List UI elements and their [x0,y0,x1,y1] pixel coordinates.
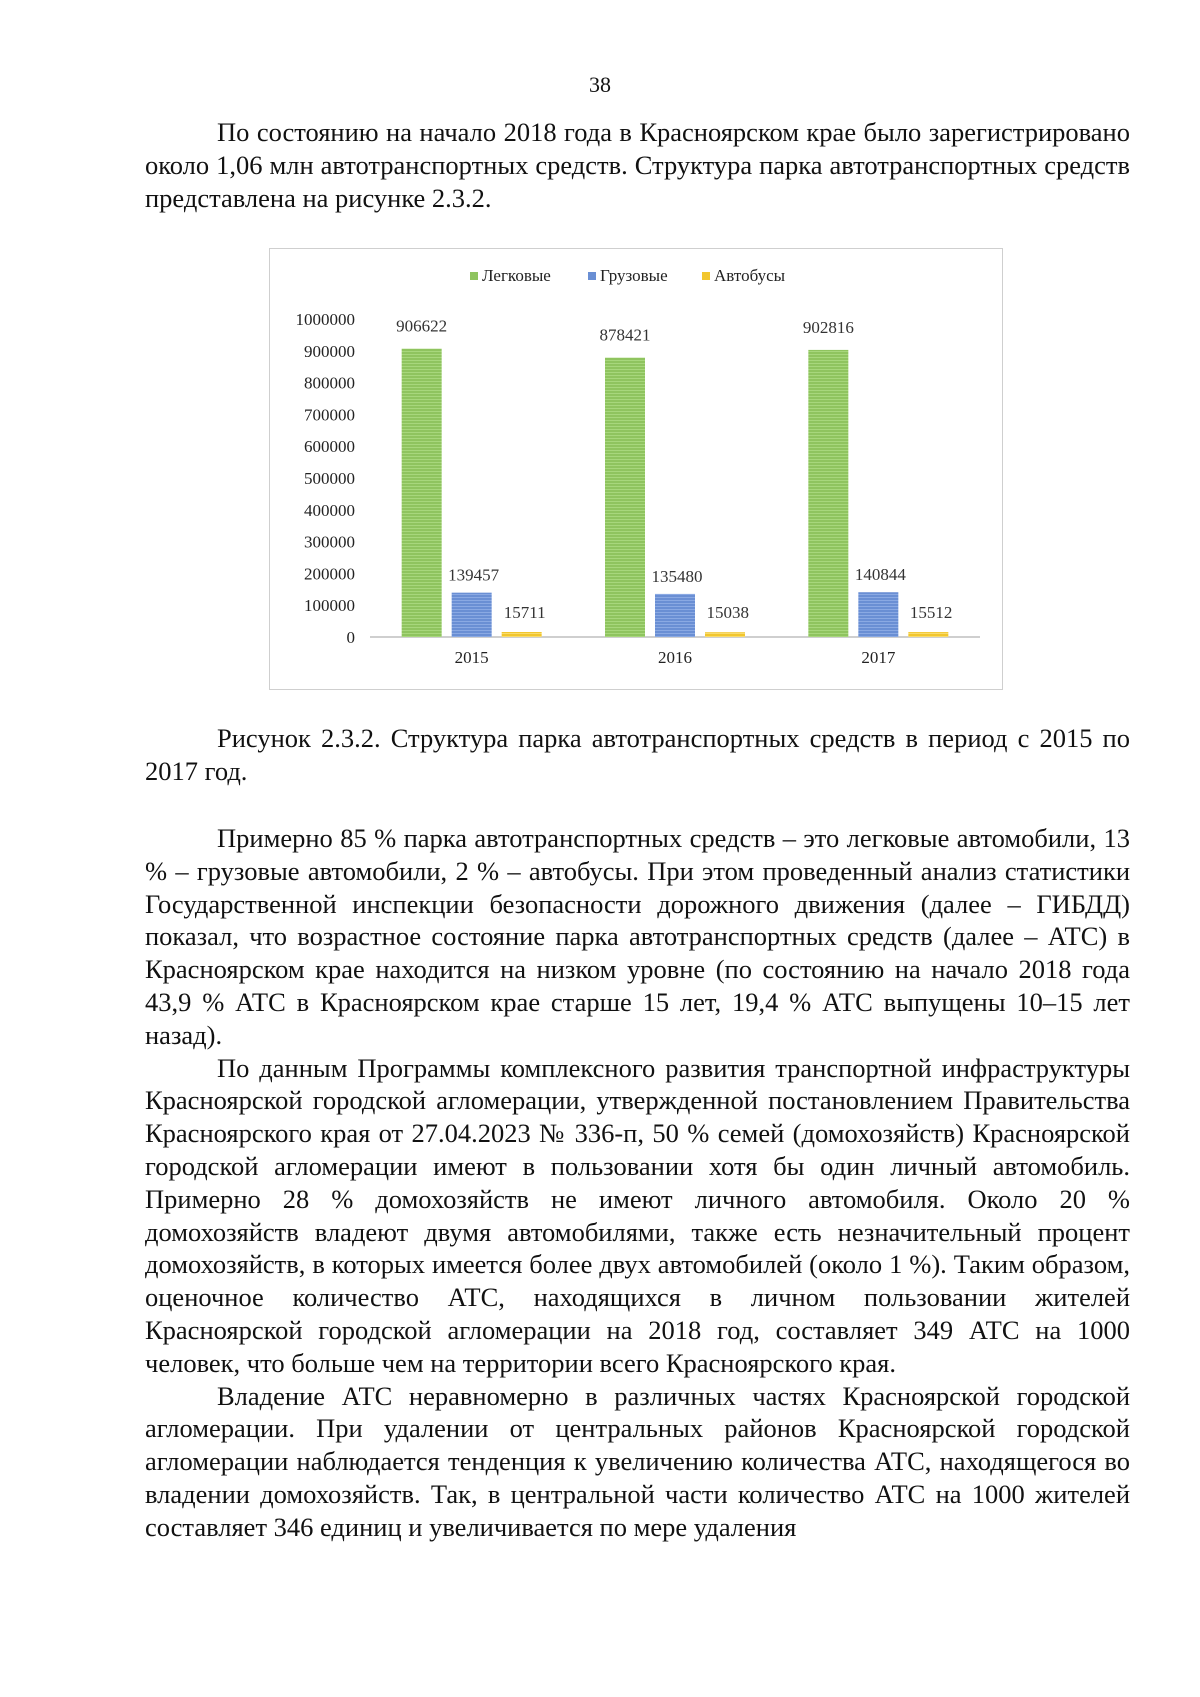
bar-2015-0 [402,349,442,637]
paragraph-ownership: Владение АТС неравномерно в различных частях Красноярской городской агломерации. При удалении от центральных районов Красноярской городской агломерации наблюдается тенденция к увеличению количества АТС, находящегося во владении домохозяйств. Так, в центральной части количество АТС на 1000 жителей составляет 346 единиц и увеличивается по мере удаления [145,1380,1130,1542]
data-label-2015-0: 906622 [396,316,448,336]
intro-paragraph: По состоянию на начало 2018 года в Красноярском крае было зарегистрировано около 1,06 млн автотранспортных средств. Структура парка автотранспортных средств представлена на рисунке 2.3.2. [145,117,1130,213]
data-label-2015-2: 15711 [503,603,546,623]
figure-caption: Рисунок 2.3.2. Структура парка автотранспортных средств в период с 2015 по 2017 год. [145,723,1130,786]
data-label-2016-0: 878421 [599,325,651,345]
y-tick-label: 800000 [304,373,355,393]
bar-2016-2 [705,632,745,637]
legend-label-0: Легковые [482,266,551,285]
y-tick-label: 300000 [304,532,355,552]
x-tick-label: 2016 [658,648,692,667]
y-tick-label: 400000 [304,500,355,520]
legend-label-1: Грузовые [600,266,668,285]
x-axis [455,648,896,667]
bar-2015-2 [502,632,542,637]
y-tick-label: 700000 [304,405,355,425]
chart-legend [470,266,786,285]
x-tick-label: 2017 [861,648,896,667]
chart-canvas [270,249,1002,689]
bar-2015-1 [452,593,492,637]
data-label-2017-0: 902816 [802,317,854,337]
x-tick-label: 2015 [454,648,489,667]
page-number: 38 [589,72,611,97]
bars [396,317,952,637]
body-text [145,822,1130,1544]
legend-swatch-2 [702,272,710,280]
bar-2016-1 [655,594,695,637]
y-tick-label: 600000 [304,437,355,457]
y-tick-label: 500000 [304,469,355,488]
y-tick-label: 200000 [304,564,355,584]
data-label-2017-2: 15512 [909,603,953,623]
bar-2017-2 [908,632,948,637]
y-tick-label: 1000000 [295,310,355,329]
bar-2017-1 [858,592,898,637]
paragraph-households: По данным Программы комплексного развития транспортной инфраструктуры Красноярской городской агломерации, утвержденной постановлением Правительства Красноярского края от 27.04.2023 № 336-п, 50 % семей (домохозяйств) Красноярской городской агломерации имеют в пользовании хотя бы один личный автомобиль. Примерно 28 % домохозяйств не имеют личного автомобиля. Около 20 % домохозяйств владеют двумя автомобилями, также есть незначительный процент домохозяйств, в которых имеется более двух автомобилей (около 1 %). Таким образом, оценочное количество АТС, находящихся в личном пользовании жителей Красноярской городской агломерации на 2018 год, составляет 349 АТС на 1000 человек, что больше чем на территории всего Красноярского края. [145,1052,1130,1378]
paragraph-fleet-share: Примерно 85 % парка автотранспортных средств – это легковые автомобили, 13 % – грузовые автомобили, 2 % – автобусы. При этом проведенный анализ статистики Государственной инспекции безопасности дорожного движения (далее – ГИБДД) показал, что возрастное состояние парка автотранспортных средств (далее – АТС) в Красноярском крае находится на низком уровне (по состоянию на начало 2018 года 43,9 % АТС в Красноярском крае старше 15 лет, 19,4 % АТС выпущены 10–15 лет назад). [145,823,1130,1050]
data-label-2015-1: 139457 [448,565,500,585]
bar-2017-0 [808,350,848,637]
legend-swatch-0 [470,272,478,280]
data-label-2017-1: 140844 [854,565,906,585]
y-tick-label: 0 [346,628,355,647]
y-tick-label: 100000 [304,596,355,616]
bar-2016-0 [605,358,645,637]
data-label-2016-2: 15038 [706,603,749,623]
vehicle-fleet-chart [269,248,1003,690]
legend-label-2: Автобусы [714,266,786,285]
legend-swatch-1 [588,272,596,280]
data-label-2016-1: 135480 [651,566,703,586]
y-tick-label: 900000 [304,341,355,361]
